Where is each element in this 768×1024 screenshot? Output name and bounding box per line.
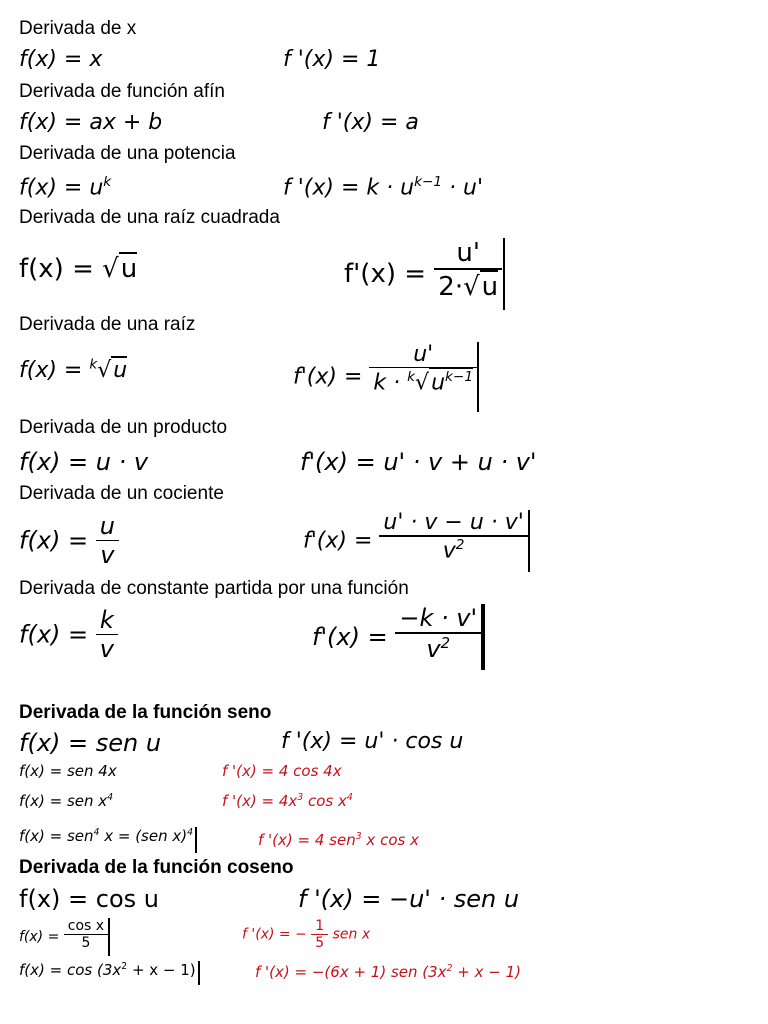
deriv-denominator — [379, 535, 527, 563]
fn-exponent: k — [103, 174, 112, 190]
heading-derivative-x: Derivada de x — [19, 18, 137, 39]
fn-numerator: u — [99, 512, 115, 540]
heading-derivative-sine: Derivada de la función seno — [19, 702, 272, 723]
ex-exponent: 2 — [446, 963, 453, 974]
ex-exponent: 4 — [107, 792, 114, 803]
den-radicand-base: u — [431, 370, 446, 396]
ex-base: f(x) = sen x — [19, 792, 108, 810]
right-bar — [369, 342, 479, 412]
den-radicand-exp: k−1 — [445, 369, 473, 385]
fn-root-index: k — [89, 356, 98, 373]
den-exponent: 2 — [440, 634, 451, 652]
deriv-tail: · u' — [442, 175, 484, 201]
formula-derivative — [303, 510, 530, 572]
fn-denominator: v — [96, 634, 118, 663]
ex-part-b: + x − 1) — [452, 963, 521, 981]
heading-derivative-product: Derivada de un producto — [19, 417, 228, 438]
heading-derivative-quotient: Derivada de un cociente — [19, 483, 224, 504]
deriv-left: f'(x) = — [344, 259, 427, 289]
right-bar — [434, 238, 505, 310]
heading-derivative-constant-over-function: Derivada de constante partida por una función — [19, 578, 409, 599]
heading-derivative-cosine: Derivada de la función coseno — [19, 857, 294, 878]
ex-exponent-1: 3 — [297, 792, 304, 803]
deriv-denominator: $k \cdot ^k√u^{k-1}$ — [369, 367, 477, 395]
ex-exponent-2: 4 — [187, 827, 194, 838]
den-left: 2·√ — [438, 272, 480, 302]
ex-part-b: x cos x — [361, 831, 419, 849]
ex-exponent-2: 4 — [346, 792, 353, 803]
deriv-base: f '(x) = k · u — [283, 175, 415, 201]
den-base: v — [426, 635, 441, 663]
deriv-fraction — [395, 604, 481, 663]
example-function — [19, 827, 197, 853]
ex-left: f(x) = — [19, 929, 60, 945]
heading-derivative-power: Derivada de una potencia — [19, 143, 236, 164]
formula-function: f(x) = u · v — [19, 448, 149, 476]
den-radicand: u — [481, 272, 499, 302]
formula-derivative — [283, 174, 483, 200]
fn-fraction — [96, 512, 119, 569]
ex-fraction — [311, 918, 328, 951]
ex-part-a: f '(x) = 4 sen — [258, 831, 356, 849]
right-bar — [395, 604, 485, 670]
ex-part-a: f(x) = sen — [19, 827, 94, 845]
ex-exponent: 3 — [355, 831, 362, 842]
formula-derivative: f '(x) = a — [322, 110, 419, 135]
deriv-left: f'(x) = — [293, 364, 363, 390]
ex-numerator: 1 — [315, 918, 325, 934]
heading-derivative-root: Derivada de una raíz — [19, 314, 196, 335]
formula-function: f(x) = ax + b — [19, 110, 163, 135]
formula-derivative — [344, 238, 505, 310]
formula-derivative: f'(x) = u' · v + u · v' — [300, 448, 537, 476]
example-derivative — [258, 831, 419, 849]
deriv-denominator — [395, 632, 481, 663]
formula-function: f(x) = x — [19, 47, 103, 72]
formula-derivative: f '(x) = −u' · sen u — [298, 885, 520, 913]
fn-radicand: u — [113, 358, 128, 383]
example-function — [19, 792, 113, 810]
formula-function — [19, 512, 119, 569]
formula-derivative — [312, 604, 485, 670]
deriv-denominator — [434, 268, 502, 302]
den-left: k · — [373, 370, 408, 396]
deriv-numerator: u' — [413, 342, 434, 367]
fn-left: f(x) = √ — [19, 254, 119, 284]
heading-derivative-square-root: Derivada de una raíz cuadrada — [19, 207, 280, 228]
fn-left: f(x) = — [19, 526, 89, 555]
den-base: v — [442, 538, 456, 564]
right-bar — [379, 510, 529, 572]
example-function — [19, 961, 200, 985]
heading-derivative-affine: Derivada de función afín — [19, 81, 225, 102]
ex-part-a: f '(x) = 4x — [222, 792, 298, 810]
ex-exponent-1: 4 — [93, 827, 100, 838]
ex-left: f '(x) = − — [242, 926, 307, 943]
ex-denominator: 5 — [311, 934, 328, 951]
example-derivative: f '(x) = 4 cos 4x — [222, 762, 342, 780]
deriv-fraction — [369, 342, 477, 395]
formula-function: f(x) = sen u — [19, 729, 162, 757]
deriv-numerator: u' · v − u · v' — [383, 510, 524, 535]
ex-right: sen x — [332, 926, 371, 943]
ex-part-a: f(x) = cos (3x — [19, 961, 122, 979]
formula-function: f(x) = cos u — [19, 885, 159, 913]
ex-fraction — [64, 918, 108, 951]
formula-derivative: f '(x) = u' · cos u — [281, 729, 464, 754]
fn-left: f(x) = — [19, 358, 90, 383]
fn-numerator: k — [99, 606, 114, 634]
example-derivative — [242, 918, 370, 951]
example-function — [19, 918, 110, 956]
deriv-numerator: u' — [456, 238, 481, 268]
formula-derivative — [293, 342, 479, 412]
fn-denominator: v — [96, 540, 119, 569]
ex-denominator: 5 — [64, 934, 108, 951]
ex-part-b: x = (sen x) — [99, 827, 188, 845]
ex-numerator: cos x — [67, 918, 105, 934]
ex-part-b: cos x — [303, 792, 347, 810]
deriv-left: f'(x) = — [303, 528, 373, 554]
den-exponent: 2 — [455, 537, 465, 553]
deriv-numerator: −k · v' — [399, 604, 478, 632]
deriv-fraction — [379, 510, 527, 563]
fn-base: f(x) = u — [19, 175, 104, 201]
formula-function — [19, 174, 111, 200]
ex-part-a: f '(x) = −(6x + 1) sen (3x — [255, 963, 447, 981]
fn-fraction — [96, 606, 118, 663]
example-derivative — [222, 792, 353, 810]
example-derivative — [255, 963, 521, 981]
fn-radicand: u — [120, 254, 138, 284]
den-root-index: k — [407, 369, 416, 385]
formula-derivative: f '(x) = 1 — [283, 47, 381, 72]
formula-function — [19, 606, 118, 663]
ex-part-b: + x − 1) — [127, 961, 196, 979]
formula-function — [19, 252, 137, 284]
fn-left: f(x) = — [19, 620, 89, 649]
deriv-fraction — [434, 238, 502, 302]
deriv-left: f'(x) = — [312, 623, 388, 651]
ex-exponent: 2 — [121, 961, 128, 972]
deriv-exponent: k−1 — [414, 174, 443, 190]
formula-function: f(x) = $^k$√u — [19, 356, 128, 383]
example-function: f(x) = sen 4x — [19, 762, 117, 780]
